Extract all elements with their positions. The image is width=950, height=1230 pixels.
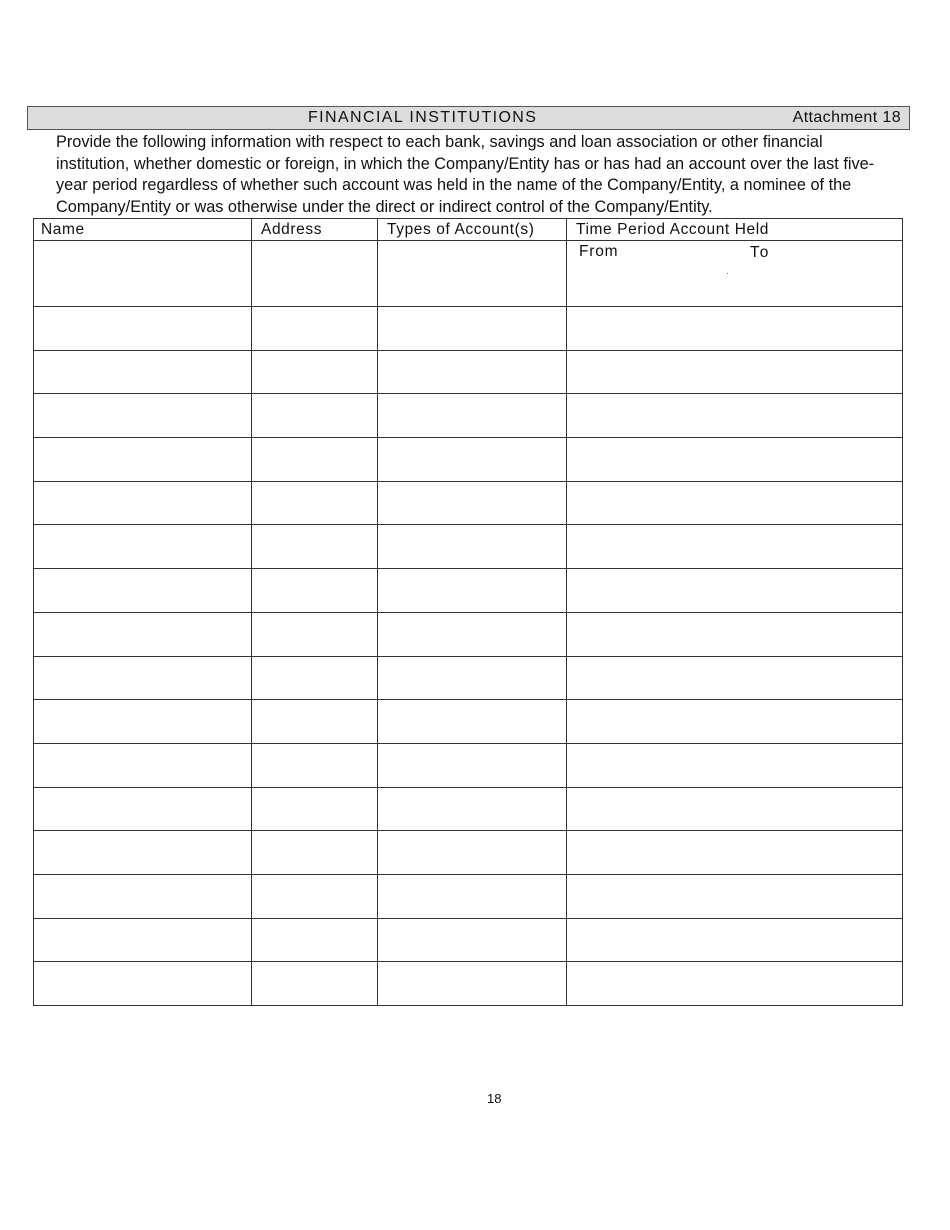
column-header-account-types: Types of Account(s) xyxy=(378,219,567,241)
account-types-cell[interactable] xyxy=(378,962,567,1006)
table-row xyxy=(34,874,903,918)
time-period-cell[interactable] xyxy=(567,307,903,351)
address-cell[interactable] xyxy=(252,307,378,351)
column-header-name: Name xyxy=(34,219,252,241)
table-row xyxy=(34,569,903,613)
table-row xyxy=(34,307,903,351)
table-row xyxy=(34,438,903,482)
table-row xyxy=(34,241,903,307)
table-header-row xyxy=(34,219,903,241)
time-period-cell[interactable] xyxy=(567,241,903,307)
name-cell[interactable] xyxy=(34,874,252,918)
page-number: 18 xyxy=(487,1091,502,1106)
address-cell[interactable] xyxy=(252,350,378,394)
account-types-cell[interactable] xyxy=(378,700,567,744)
table-row xyxy=(34,831,903,875)
table-row xyxy=(34,350,903,394)
table-row xyxy=(34,394,903,438)
account-types-cell[interactable] xyxy=(378,831,567,875)
address-cell[interactable] xyxy=(252,525,378,569)
time-period-cell[interactable] xyxy=(567,350,903,394)
account-types-cell[interactable] xyxy=(378,350,567,394)
name-cell[interactable] xyxy=(34,656,252,700)
account-types-cell[interactable] xyxy=(378,307,567,351)
time-period-cell[interactable] xyxy=(567,656,903,700)
time-period-cell[interactable] xyxy=(567,787,903,831)
account-types-cell[interactable] xyxy=(378,787,567,831)
time-period-cell[interactable] xyxy=(567,569,903,613)
time-period-cell[interactable] xyxy=(567,438,903,482)
section-title: FINANCIAL INSTITUTIONS xyxy=(308,109,538,126)
address-cell[interactable] xyxy=(252,831,378,875)
address-cell[interactable] xyxy=(252,612,378,656)
column-header-time-period: Time Period Account Held xyxy=(567,219,903,241)
address-cell[interactable] xyxy=(252,743,378,787)
name-cell[interactable] xyxy=(34,241,252,307)
account-types-cell[interactable] xyxy=(378,241,567,307)
name-cell[interactable] xyxy=(34,612,252,656)
account-types-cell[interactable] xyxy=(378,525,567,569)
address-cell[interactable] xyxy=(252,241,378,307)
time-period-cell[interactable] xyxy=(567,918,903,962)
time-period-cell[interactable] xyxy=(567,831,903,875)
address-cell[interactable] xyxy=(252,962,378,1006)
time-period-cell[interactable] xyxy=(567,874,903,918)
table-row xyxy=(34,962,903,1006)
name-cell[interactable] xyxy=(34,394,252,438)
to-label: To xyxy=(750,244,771,261)
address-cell[interactable] xyxy=(252,874,378,918)
time-period-cell[interactable] xyxy=(567,394,903,438)
address-cell[interactable] xyxy=(252,481,378,525)
column-header-address: Address xyxy=(252,219,378,241)
instructions-text: Provide the following information with respect to each bank, savings and loan association or other financial institution, whether domestic or foreign, in which the Company/Entity has or has had an account over the last five-year period regardless of whether such account was held in the name of the Company/Entity, a nominee of the Company/Entity or was otherwise under the direct or indirect control of the Company/Entity. xyxy=(56,133,875,216)
account-types-cell[interactable] xyxy=(378,438,567,482)
name-cell[interactable] xyxy=(34,787,252,831)
name-cell[interactable] xyxy=(34,831,252,875)
name-cell[interactable] xyxy=(34,481,252,525)
account-types-cell[interactable] xyxy=(378,918,567,962)
financial-institutions-table xyxy=(33,218,903,1006)
time-period-cell[interactable] xyxy=(567,481,903,525)
account-types-cell[interactable] xyxy=(378,656,567,700)
address-cell[interactable] xyxy=(252,569,378,613)
address-cell[interactable] xyxy=(252,918,378,962)
address-cell[interactable] xyxy=(252,656,378,700)
account-types-cell[interactable] xyxy=(378,394,567,438)
address-cell[interactable] xyxy=(252,394,378,438)
account-types-cell[interactable] xyxy=(378,481,567,525)
time-period-cell[interactable] xyxy=(567,743,903,787)
name-cell[interactable] xyxy=(34,743,252,787)
table-row xyxy=(34,918,903,962)
table-row xyxy=(34,612,903,656)
account-types-cell[interactable] xyxy=(378,569,567,613)
time-period-cell[interactable] xyxy=(567,962,903,1006)
name-cell[interactable] xyxy=(34,307,252,351)
account-types-cell[interactable] xyxy=(378,612,567,656)
table-row xyxy=(34,743,903,787)
stray-dot xyxy=(727,273,728,274)
table-row xyxy=(34,525,903,569)
address-cell[interactable] xyxy=(252,787,378,831)
account-types-cell[interactable] xyxy=(378,874,567,918)
name-cell[interactable] xyxy=(34,569,252,613)
table-row xyxy=(34,656,903,700)
table-row xyxy=(34,787,903,831)
name-cell[interactable] xyxy=(34,962,252,1006)
name-cell[interactable] xyxy=(34,700,252,744)
section-header-bar xyxy=(27,106,910,130)
attachment-label: Attachment 18 xyxy=(792,109,901,126)
time-period-cell[interactable] xyxy=(567,700,903,744)
time-period-cell[interactable] xyxy=(567,612,903,656)
table-row xyxy=(34,481,903,525)
name-cell[interactable] xyxy=(34,918,252,962)
time-period-cell[interactable] xyxy=(567,525,903,569)
name-cell[interactable] xyxy=(34,438,252,482)
address-cell[interactable] xyxy=(252,438,378,482)
account-types-cell[interactable] xyxy=(378,743,567,787)
from-label: From xyxy=(579,243,619,260)
table-row xyxy=(34,700,903,744)
name-cell[interactable] xyxy=(34,525,252,569)
address-cell[interactable] xyxy=(252,700,378,744)
name-cell[interactable] xyxy=(34,350,252,394)
